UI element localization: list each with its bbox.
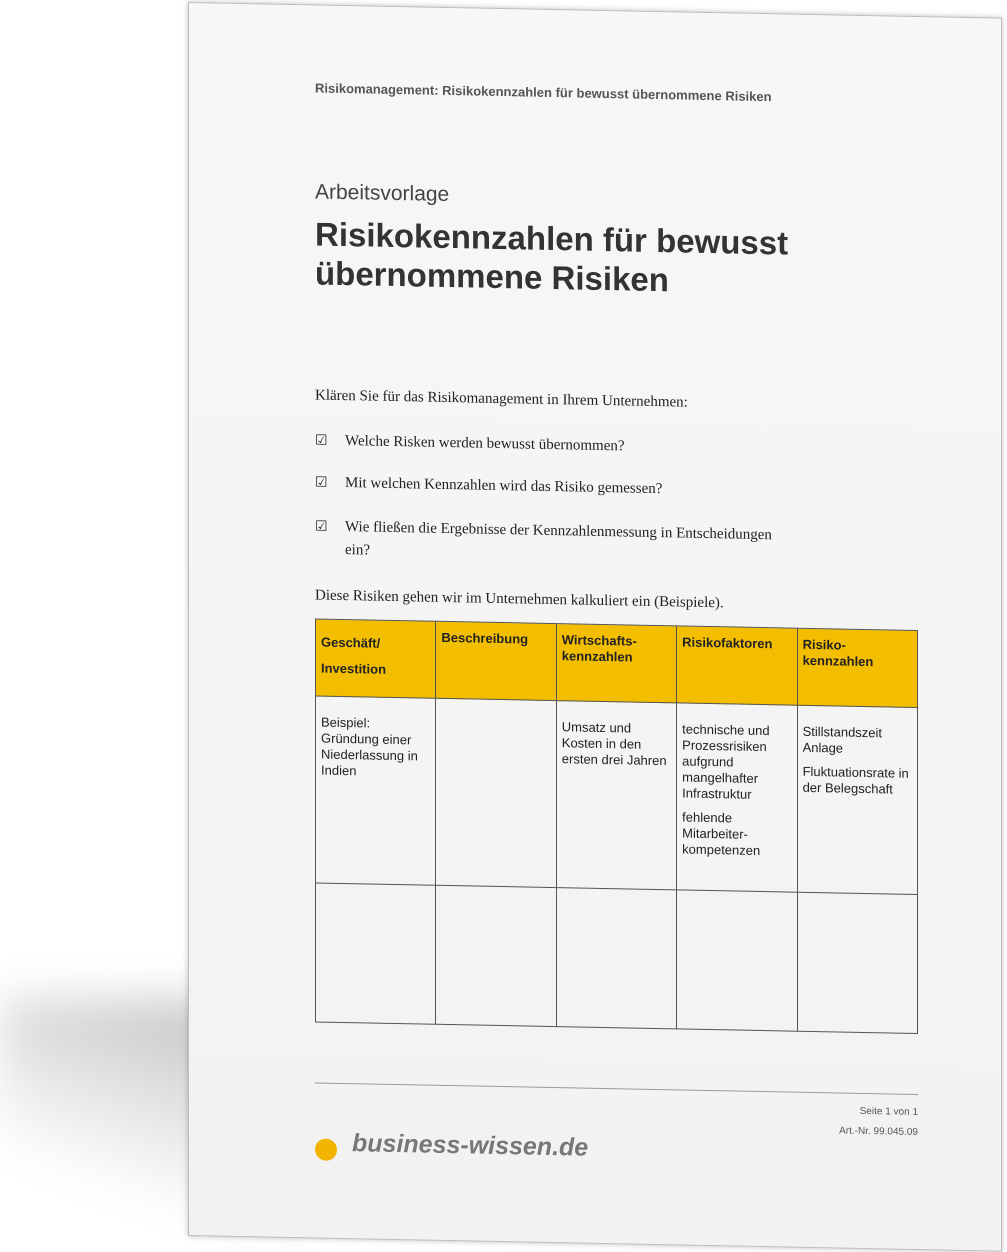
cell-text: Fluktuationsrate in der Belegschaft	[802, 763, 909, 797]
checkbox-checked-icon: ☑	[315, 474, 328, 491]
table-row	[316, 696, 918, 895]
document-header: Risikomanagement: Risikokennzahlen für bewusst übernommene Risiken	[315, 80, 772, 105]
checklist-item-text: Welche Risken werden bewusst übernommen?	[345, 433, 625, 455]
footer-divider	[315, 1082, 918, 1095]
checklist-item-text: Wie fließen die Ergebnisse der Kennzahlenmessung in Entscheidungen ein?	[345, 519, 772, 559]
table-cell	[436, 885, 556, 1026]
intro-text: Klären Sie für das Risikomanagement in Ihrem Unternehmen:	[315, 387, 688, 411]
column-header-description: Beschreibung	[436, 621, 556, 700]
checkbox-checked-icon: ☑	[315, 432, 328, 449]
checklist-item	[315, 471, 795, 498]
logo-dot-icon	[315, 1138, 337, 1160]
checkbox-checked-icon: ☑	[315, 518, 328, 535]
column-header-risk-factors: Risikofaktoren	[677, 626, 797, 705]
checklist-item	[315, 429, 795, 455]
cell-text: Beispiel: Gründung einer Niederlassung in Indien	[321, 714, 418, 779]
table-cell	[556, 888, 676, 1029]
document-page	[188, 2, 1002, 1252]
logo-text: business-wissen.de	[352, 1129, 589, 1162]
cell-text: Stillstandszeit Anlage	[802, 723, 883, 756]
checklist-item	[315, 515, 795, 559]
table-cell	[316, 696, 436, 885]
table-cell	[677, 890, 797, 1031]
document-subtitle: Arbeitsvorlage	[315, 180, 450, 207]
table-cell	[556, 701, 676, 890]
page-number: Seite 1 von 1	[859, 1105, 918, 1119]
table-intro-text: Diese Risiken gehen wir im Unternehmen kalkuliert ein (Beispiele).	[315, 587, 724, 612]
article-number: Art.-Nr. 99.045.09	[839, 1125, 918, 1139]
table-cell	[316, 883, 436, 1024]
table-row	[316, 883, 918, 1034]
checklist-item-text: Mit welchen Kennzahlen wird das Risiko gemessen?	[345, 475, 663, 498]
cell-text: technische und Prozessrisiken aufgrund mangelhafter Infrastruktur	[682, 721, 770, 802]
cell-text: fehlende Mitarbeiter-kompetenzen	[682, 809, 761, 858]
document-title: Risikokennzahlen für bewusst übernommene Risiken	[315, 215, 789, 299]
table-cell	[677, 703, 797, 892]
table-cell	[797, 892, 917, 1033]
cell-text: Umsatz und Kosten in den ersten drei Jahren	[561, 719, 667, 769]
column-header-risk-kpis: Risiko-kennzahlen	[797, 628, 917, 707]
risk-table	[315, 618, 918, 1034]
column-header-business: Geschäft/ Investition	[316, 619, 436, 698]
table-cell	[797, 705, 917, 894]
table-header-row	[316, 619, 918, 708]
column-header-economic-kpis: Wirtschafts-kennzahlen	[556, 624, 676, 703]
table-cell	[436, 698, 556, 887]
